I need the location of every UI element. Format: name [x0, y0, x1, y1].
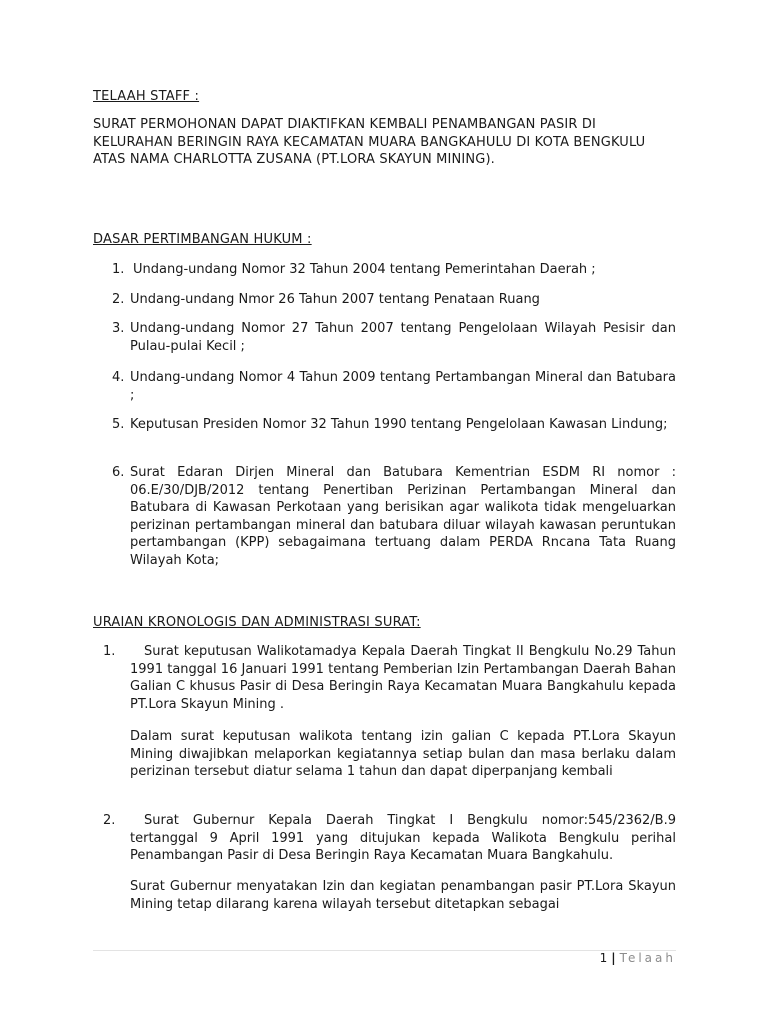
- legal-item-text: Undang-undang Nmor 26 Tahun 2007 tentang Penataan Ruang: [130, 292, 540, 307]
- chronology-item-1-note: Dalam surat keputusan walikota tentang izin galian C kepada PT.Lora Skayun Mining diwajibkan melaporkan kegiatannya setiap bulan dan masa berlaku dalam perizinan tersebut diatur selama 1 tahun dan dapat diperpanjang kembali: [130, 729, 676, 779]
- page-number: 1: [599, 951, 608, 965]
- chronology-item-2-note: Surat Gubernur menyatakan Izin dan kegiatan penambangan pasir PT.Lora Skayun Mining tetap dilarang karena wilayah tersebut ditetapkan sebagai: [130, 879, 676, 912]
- footer-separator: |: [611, 951, 616, 965]
- chronology-item-text: Surat Gubernur Kepala Daerah Tingkat I Bengkulu nomor:545/2362/B.9 tertanggal 9 April 1991 yang ditujukan kepada Walikota Bengkulu perihal Penambangan Pasir di Desa Beringin Raya Kecamatan Muara Bangkahulu.: [130, 813, 676, 863]
- footer-divider: [93, 950, 676, 951]
- footer-label: Telaah: [619, 951, 676, 965]
- chronology-item-number: 1.: [103, 644, 116, 659]
- legal-item-number: 1.: [112, 262, 125, 277]
- chronology-item-text: Surat keputusan Walikotamadya Kepala Daerah Tingkat II Bengkulu No.29 Tahun 1991 tanggal 16 Januari 1991 tentang Pemberian Izin Pertambangan Daerah Bahan Galian C khusus Pasir di Desa Beringin Raya Kecamatan Muara Bangkahulu kepada PT.Lora Skayun Mining .: [130, 644, 676, 712]
- heading-dasar-pertimbangan: DASAR PERTIMBANGAN HUKUM :: [93, 232, 312, 247]
- legal-item-text: Undang-undang Nomor 32 Tahun 2004 tentang Pemerintahan Daerah ;: [133, 262, 596, 277]
- page-footer: [600, 950, 676, 968]
- legal-item-text: Keputusan Presiden Nomor 32 Tahun 1990 tentang Pengelolaan Kawasan Lindung;: [130, 417, 668, 432]
- legal-item-text: Surat Edaran Dirjen Mineral dan Batubara Kementrian ESDM RI nomor : 06.E/30/DJB/2012 tentang Penertiban Perizinan Pertambangan Mineral dan Batubara di Kawasan Perkotaan yang berisikan agar walikota tidak mengeluarkan perizinan pertambangan mineral dan batubara diluar wilayah kawasan peruntukan pertambangan (KPP) sebagaimana tertuang dalam PERDA Rncana Tata Ruang Wilayah Kota;: [130, 465, 676, 568]
- document-title: SURAT PERMOHONAN DAPAT DIAKTIFKAN KEMBALI PENAMBANGAN PASIR DI KELURAHAN BERINGIN RAYA KECAMATAN MUARA BANGKAHULU DI KOTA BENGKULU ATAS NAMA CHARLOTTA ZUSANA (PT.LORA SKAYUN MINING).: [93, 117, 646, 167]
- legal-item-number: 4.: [112, 370, 125, 385]
- chronology-item-number: 2.: [103, 813, 116, 828]
- heading-uraian-kronologis: URAIAN KRONOLOGIS DAN ADMINISTRASI SURAT:: [93, 615, 421, 630]
- legal-item-text: Undang-undang Nomor 4 Tahun 2009 tentang Pertambangan Mineral dan Batubara ;: [130, 370, 676, 403]
- legal-item-number: 6.: [112, 465, 125, 480]
- heading-telaah-staff: TELAAH STAFF :: [93, 89, 200, 104]
- legal-item-number: 5.: [112, 417, 125, 432]
- legal-item-text: Undang-undang Nomor 27 Tahun 2007 tentang Pengelolaan Wilayah Pesisir dan Pulau-pulai Kecil ;: [130, 321, 676, 354]
- legal-item-number: 2.: [112, 292, 125, 307]
- legal-item-number: 3.: [112, 321, 125, 336]
